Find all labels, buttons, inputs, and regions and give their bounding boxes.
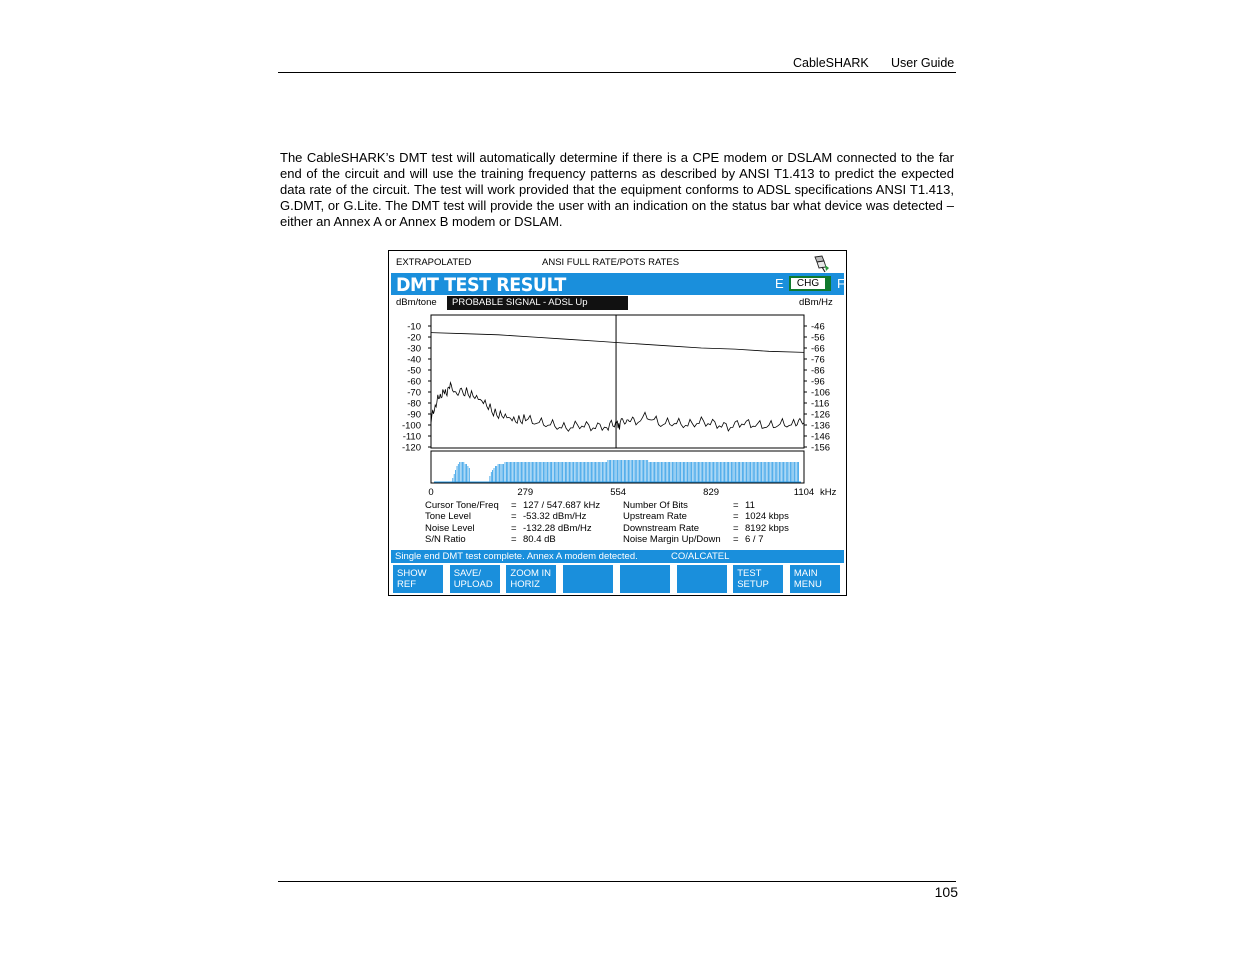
y-right-tick-label: -56 (811, 332, 825, 344)
header-product: CableSHARK (793, 56, 869, 70)
y-right-tick-label: -106 (811, 387, 831, 399)
y-right-tick-label: -126 (811, 409, 831, 421)
softkey-line2 (567, 579, 613, 590)
readout-equals: = (511, 522, 517, 534)
readout-label: Tone Level (425, 511, 471, 523)
y-left-tick-label: -110 (402, 431, 421, 443)
softkey-line2: SETUP (737, 579, 769, 590)
plug-icon (812, 253, 830, 273)
softkey-blank-5[interactable] (620, 565, 670, 593)
softkey-blank-6[interactable] (677, 565, 727, 593)
softkey-line2: UPLOAD (453, 579, 493, 590)
body-paragraph (280, 150, 954, 230)
x-tick-label: 554 (610, 487, 627, 498)
status-bar (391, 550, 844, 563)
label-e: E (775, 276, 784, 291)
readout-equals: = (511, 533, 517, 545)
readout-label: Upstream Rate (623, 511, 687, 523)
title-bar (391, 273, 844, 295)
screen-title: DMT TEST RESULT (396, 274, 566, 296)
footer-rule (278, 881, 956, 882)
readout-value: 1024 kbps (745, 511, 789, 523)
y-left-tick-label: -90 (407, 409, 421, 421)
softkey-line1: TEST (737, 568, 762, 579)
status-message: Single end DMT test complete. Annex A modem detected. (395, 551, 638, 562)
readout-equals: = (733, 533, 739, 545)
softkey-zoom-in-horiz[interactable] (506, 565, 556, 593)
softkey-line1: SHOW (397, 568, 427, 579)
x-tick-label: 1104 (793, 487, 815, 498)
header-guide: User Guide (891, 56, 955, 70)
y-left-tick-label: -50 (407, 365, 421, 377)
status-mode: CO/ALCATEL (671, 551, 730, 562)
readout-label: Noise Level (425, 522, 475, 534)
y-right-tick-label: -136 (811, 420, 831, 432)
y-left-tick-label: -20 (407, 332, 421, 344)
softkey-line2: MENU (793, 579, 822, 590)
readout-equals: = (733, 500, 739, 511)
y-right-tick-label: -116 (811, 398, 830, 410)
softkey-show-ref[interactable] (393, 565, 443, 593)
y-left-tick-label: -40 (407, 354, 421, 366)
extrapolated-label: EXTRAPOLATED (396, 257, 472, 268)
softkey-line2: REF (397, 579, 416, 590)
page-number: 105 (934, 884, 958, 900)
y-right-tick-label: -156 (811, 442, 831, 454)
y-right-tick-label: -146 (811, 431, 831, 443)
y-right-tick-label: -86 (811, 365, 825, 377)
readout-value: 127 / 547.687 kHz (523, 500, 601, 511)
softkey-line2: HORIZ (510, 579, 540, 590)
softkey-line1 (567, 568, 613, 579)
softkey-line2 (681, 579, 727, 590)
readout-value: 80.4 dB (523, 533, 556, 545)
readout-value: 6 / 7 (745, 533, 764, 545)
y-right-tick-label: -96 (811, 376, 825, 388)
x-tick-label: 279 (517, 487, 534, 498)
readout-value: 8192 kbps (745, 522, 789, 534)
softkey-line1: SAVE/ (453, 568, 481, 579)
readout-equals: = (733, 522, 739, 534)
unit-left: dBm/tone (396, 297, 437, 308)
y-left-tick-label: -100 (401, 420, 421, 432)
softkey-save-upload[interactable] (450, 565, 500, 593)
softkey-main-menu[interactable] (790, 565, 840, 593)
softkey-line1: MAIN (793, 568, 818, 579)
x-tick-label: 0 (428, 487, 434, 498)
label-f: F (837, 276, 845, 291)
readout-value: -53.32 dBm/Hz (523, 511, 587, 523)
probable-signal: PROBABLE SIGNAL - ADSL Up (447, 296, 628, 310)
chg-indicator[interactable] (789, 276, 831, 291)
y-left-tick-label: -60 (407, 376, 421, 388)
readout-value: 11 (745, 500, 755, 511)
y-right-tick-label: -76 (811, 354, 825, 366)
readout-label: Cursor Tone/Freq (425, 500, 499, 511)
unit-right: dBm/Hz (799, 297, 833, 308)
plot-frame (431, 315, 804, 448)
softkey-line1: ZOOM IN (510, 568, 552, 579)
y-left-tick-label: -80 (407, 398, 421, 410)
y-left-tick-label: -70 (407, 387, 421, 399)
softkey-line1 (681, 568, 727, 579)
readout-equals: = (511, 500, 517, 511)
y-left-tick-label: -120 (401, 442, 421, 454)
y-right-tick-label: -66 (811, 343, 825, 355)
softkey-test-setup[interactable] (733, 565, 783, 593)
x-tick-label: 829 (703, 487, 720, 498)
y-right-tick-label: -46 (811, 321, 825, 333)
rates-mode-label: ANSI FULL RATE/POTS RATES (542, 257, 680, 268)
y-left-tick-label: -10 (407, 321, 421, 333)
header-rule (278, 72, 956, 73)
readout-value: -132.28 dBm/Hz (523, 522, 592, 534)
readout-label: Downstream Rate (623, 522, 700, 534)
readout-label: Noise Margin Up/Down (623, 533, 721, 545)
y-left-tick-label: -30 (407, 343, 421, 355)
readout-equals: = (733, 511, 739, 523)
readout-label: Number Of Bits (623, 500, 688, 511)
x-unit-label: kHz (820, 487, 837, 498)
readout-label: S/N Ratio (425, 533, 466, 545)
dmt-chart[interactable] (389, 311, 846, 501)
softkey-line1 (624, 568, 670, 579)
chg-label: CHG (791, 278, 825, 289)
softkey-line2 (624, 579, 670, 590)
readout-equals: = (511, 511, 517, 523)
softkey-blank-4[interactable] (563, 565, 613, 593)
dmt-screen (388, 250, 847, 596)
body-paragraph-text: The CableSHARK’s DMT test will automatically determine if there is a CPE modem or DSLAM connected to the far end of the circuit and will use the training frequency patterns as described by ANSI T1.413 to predict the expected data rate of the circuit. The test will work provided that the equipment conforms to ADSL specifications ANSI T1.413, G.DMT, or G.Lite. The DMT test will provide the user with an indication on the status bar what device was detected – either an Annex A or Annex B modem or DSLAM. (280, 150, 954, 229)
